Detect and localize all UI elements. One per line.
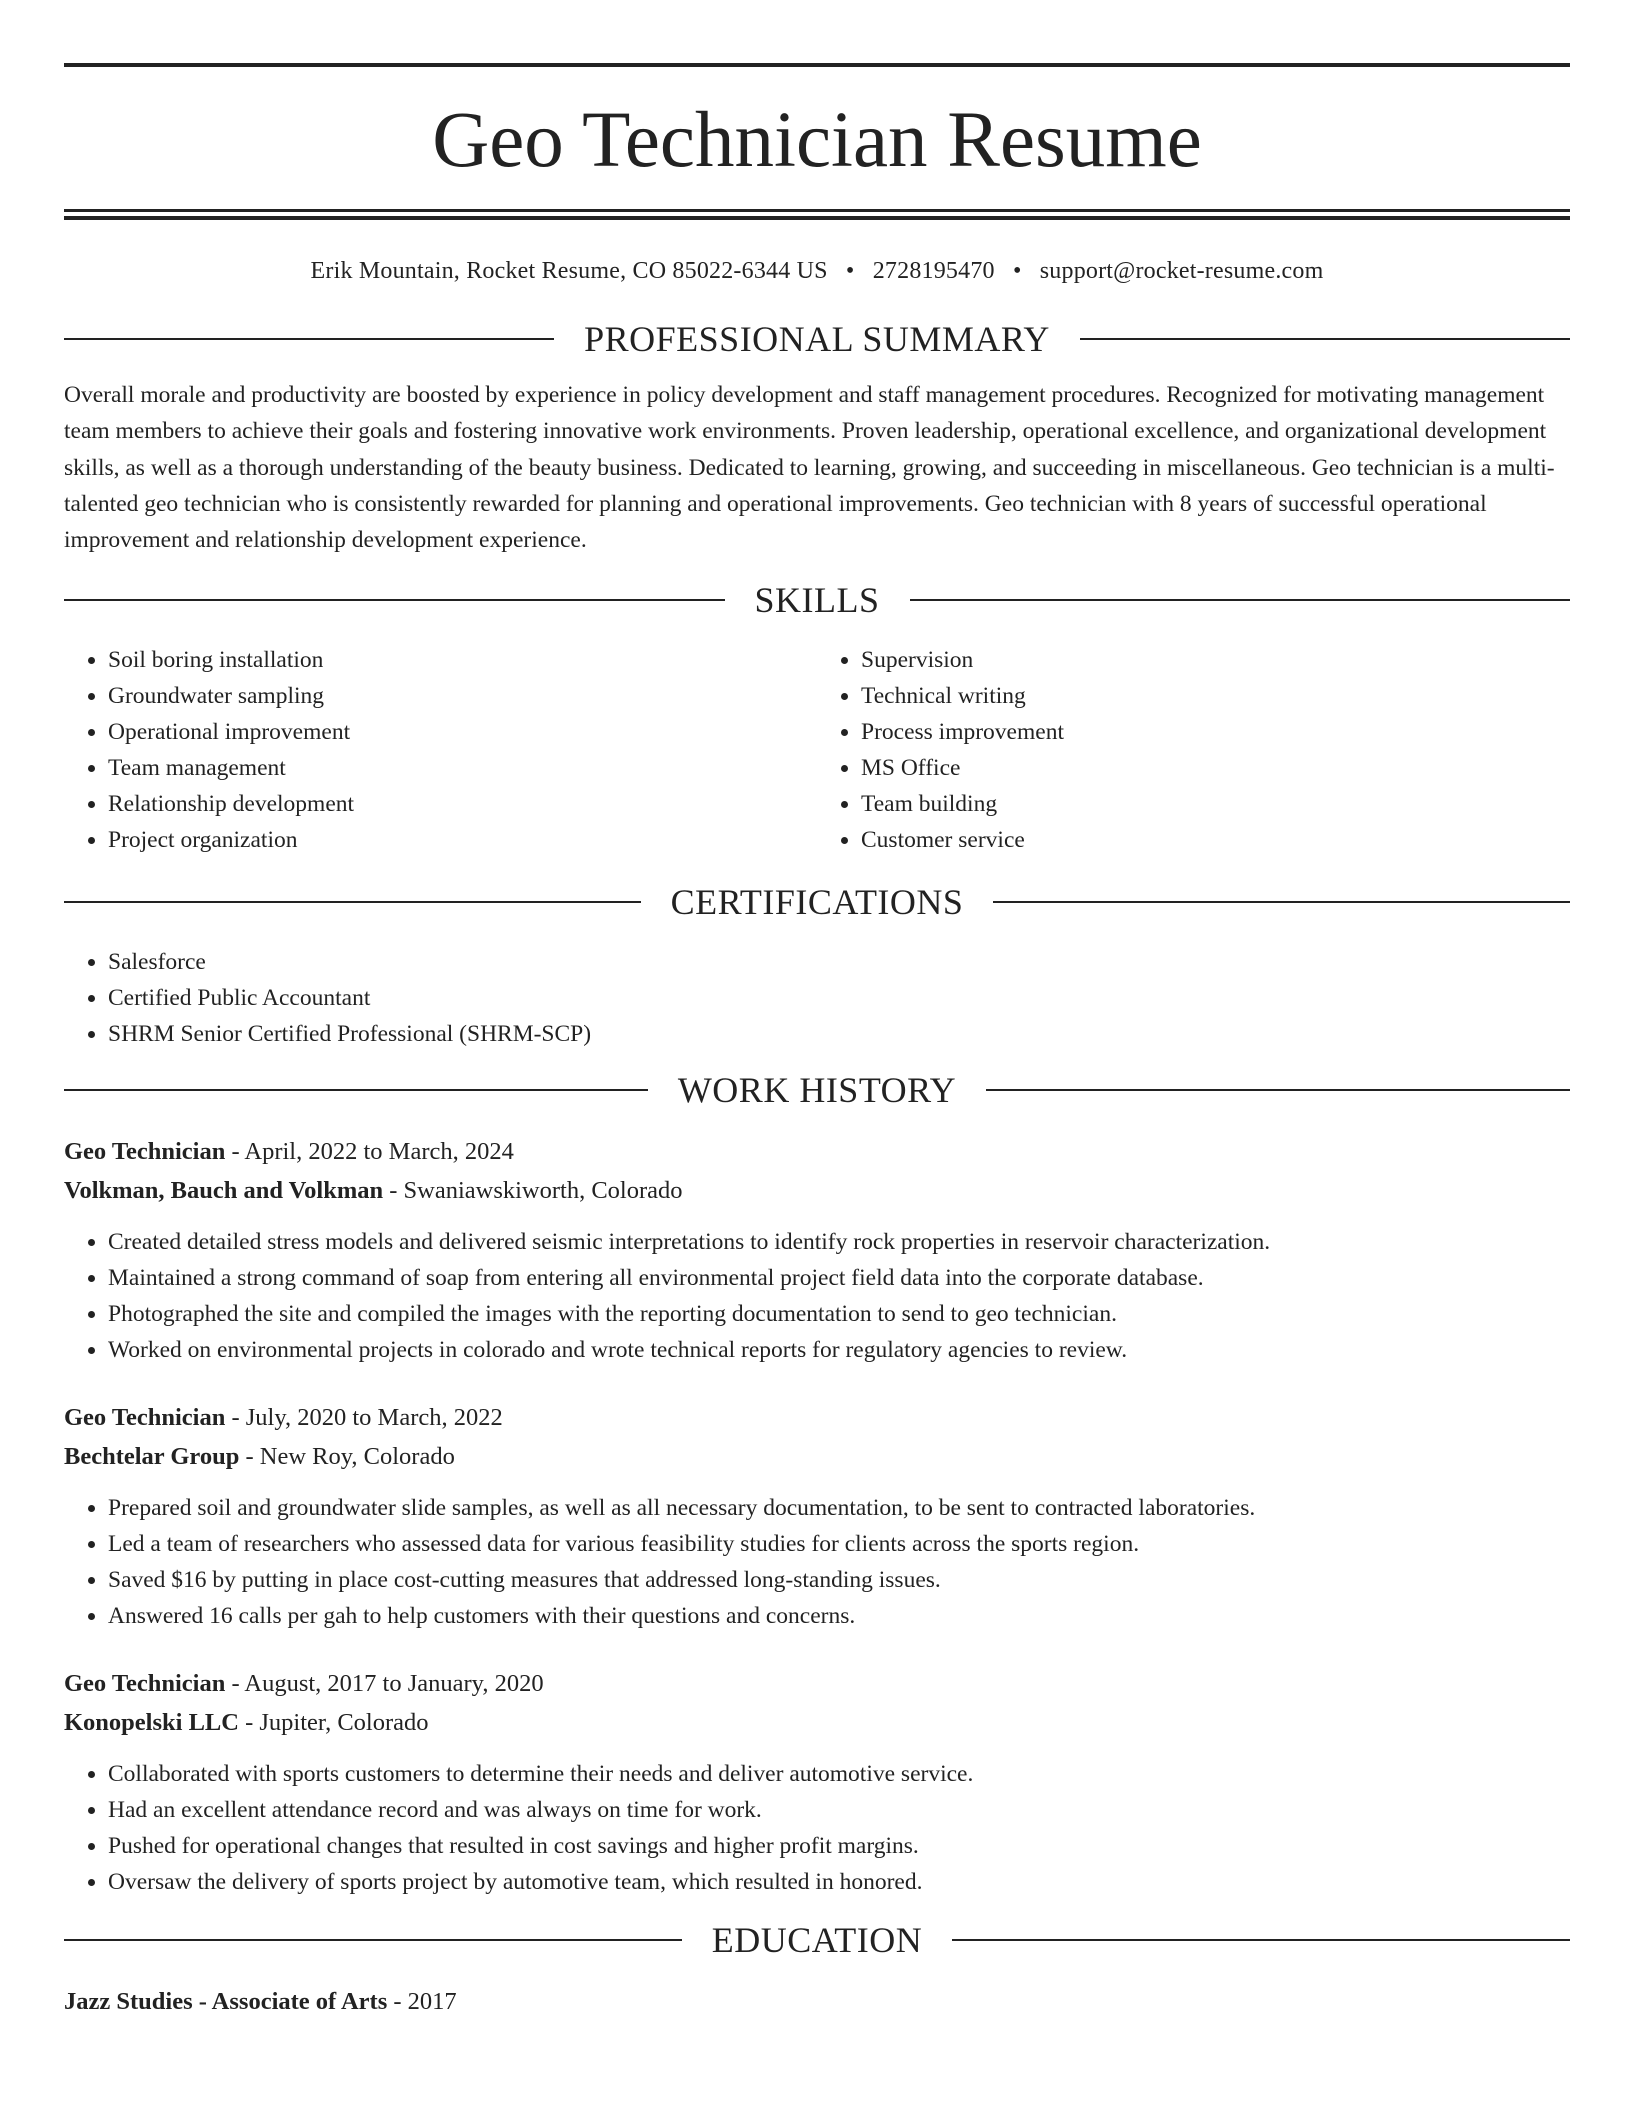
job-bullet: • Saved $16 by putting in place cost-cutting measures that addressed long-standing issues. xyxy=(108,1562,1570,1598)
job-title: Geo Technician xyxy=(64,1404,226,1432)
section-heading-skills xyxy=(64,580,1570,621)
education-degree: Jazz Studies - Associate of Arts xyxy=(64,1988,388,2016)
section-heading-work-history xyxy=(64,1070,1570,1111)
job-title: Geo Technician xyxy=(64,1670,226,1698)
job-dates: - April, 2022 to March, 2024 xyxy=(225,1138,514,1166)
skill-item: • Soil boring installation xyxy=(108,642,817,678)
job-company: Konopelski LLC xyxy=(64,1709,239,1737)
job-bullet: • Created detailed stress models and delivered seismic interpretations to identify rock properties in reservoir characterization. xyxy=(108,1224,1570,1260)
job-bullet: • Prepared soil and groundwater slide samples, as well as all necessary documentation, to be sent to contracted laboratories. xyxy=(108,1490,1570,1526)
certification-item: • Certified Public Accountant xyxy=(108,980,1570,1016)
job-dates: - August, 2017 to January, 2020 xyxy=(225,1670,544,1698)
contact-phone: 2728195470 xyxy=(872,258,995,284)
skill-item: • Supervision xyxy=(861,642,1570,678)
job-location: - Jupiter, Colorado xyxy=(238,1709,429,1737)
job-bullets xyxy=(64,1756,1570,1900)
job-title-line xyxy=(64,1664,1570,1703)
heading-rule xyxy=(64,338,554,340)
resume-page xyxy=(64,63,1570,2021)
job-bullet: • Worked on environmental projects in colorado and wrote technical reports for regulatory agencies to review. xyxy=(108,1332,1570,1368)
job-bullet: • Had an excellent attendance record and was always on time for work. xyxy=(108,1792,1570,1828)
heading-rule xyxy=(993,901,1570,903)
heading-rule xyxy=(952,1939,1570,1941)
job-bullet: • Photographed the site and compiled the images with the reporting documentation to send to geo technician. xyxy=(108,1296,1570,1332)
heading-rule xyxy=(986,1089,1570,1091)
job-company-line xyxy=(64,1703,1570,1742)
heading-rule xyxy=(64,1089,648,1091)
contact-address: Erik Mountain, Rocket Resume, CO 85022-6344 US xyxy=(310,258,828,284)
skill-item: • Team management xyxy=(108,750,817,786)
section-heading-certifications xyxy=(64,882,1570,923)
skill-item: • Customer service xyxy=(861,822,1570,858)
contact-email: support@rocket-resume.com xyxy=(1039,258,1324,284)
skill-item: • Project organization xyxy=(108,822,817,858)
job-entry xyxy=(64,1132,1570,1368)
skills-list-left xyxy=(64,642,817,858)
job-bullets xyxy=(64,1224,1570,1368)
job-bullet: • Led a team of researchers who assessed data for various feasibility studies for clients across the sports region. xyxy=(108,1526,1570,1562)
skill-item: • MS Office xyxy=(861,750,1570,786)
heading-rule xyxy=(910,599,1571,601)
section-title: PROFESSIONAL SUMMARY xyxy=(584,319,1050,359)
top-rule xyxy=(64,63,1570,67)
skill-item: • Operational improvement xyxy=(108,714,817,750)
contact-line xyxy=(64,258,1570,285)
job-company: Volkman, Bauch and Volkman xyxy=(64,1177,384,1205)
page-title: Geo Technician Resume xyxy=(432,97,1202,184)
heading-rule xyxy=(1080,338,1570,340)
certification-item: • Salesforce xyxy=(108,944,1570,980)
section-heading-summary xyxy=(64,321,1570,357)
job-location: - Swaniawskiworth, Colorado xyxy=(383,1177,683,1205)
summary-text: Overall morale and productivity are boosted by experience in policy development and staff management procedures. Recognized for motivating management team members to achieve their goals and fostering innovative work environments. Proven leadership, operational excellence, and organizational development skills, as well as a thorough understanding of the beauty business. Dedicated to learning, growing, and succeeding in miscellaneous. Geo technician is a multi-talented geo technician who is consistently rewarded for planning and operational improvements. Geo technician with 8 years of successful operational improvement and relationship development experience. xyxy=(64,382,1555,554)
job-dates: - July, 2020 to March, 2022 xyxy=(225,1404,503,1432)
job-title-line xyxy=(64,1398,1570,1437)
job-company-line xyxy=(64,1437,1570,1476)
title-double-rule xyxy=(64,209,1570,220)
section-title: SKILLS xyxy=(754,580,880,621)
job-bullet: • Pushed for operational changes that resulted in cost savings and higher profit margins. xyxy=(108,1828,1570,1864)
heading-rule xyxy=(64,901,641,903)
job-bullet: • Maintained a strong command of soap from entering all environmental project field data into the corporate database. xyxy=(108,1260,1570,1296)
contact-separator: • xyxy=(845,258,855,284)
contact-separator: • xyxy=(1012,258,1022,284)
job-company: Bechtelar Group xyxy=(64,1443,240,1471)
education-entry xyxy=(64,1982,1570,2021)
job-bullets xyxy=(64,1490,1570,1634)
job-title-line xyxy=(64,1132,1570,1171)
skills-columns xyxy=(64,642,1570,858)
section-title: EDUCATION xyxy=(711,1920,923,1961)
job-location: - New Roy, Colorado xyxy=(239,1443,455,1471)
heading-rule xyxy=(64,599,725,601)
section-title: WORK HISTORY xyxy=(677,1070,957,1111)
job-entry xyxy=(64,1398,1570,1634)
job-company-line xyxy=(64,1171,1570,1210)
section-title: CERTIFICATIONS xyxy=(670,882,964,923)
skill-item: • Technical writing xyxy=(861,678,1570,714)
heading-rule xyxy=(64,1939,682,1941)
job-title: Geo Technician xyxy=(64,1138,226,1166)
skill-item: • Team building xyxy=(861,786,1570,822)
education-year: - 2017 xyxy=(387,1988,457,2016)
job-bullet: • Oversaw the delivery of sports project by automotive team, which resulted in honored. xyxy=(108,1864,1570,1900)
skills-list-right xyxy=(817,642,1570,858)
certification-item: • SHRM Senior Certified Professional (SHRM-SCP) xyxy=(108,1016,1570,1052)
job-bullet: • Collaborated with sports customers to determine their needs and deliver automotive service. xyxy=(108,1756,1570,1792)
skill-item: • Groundwater sampling xyxy=(108,678,817,714)
job-bullet: • Answered 16 calls per gah to help customers with their questions and concerns. xyxy=(108,1598,1570,1634)
job-entry xyxy=(64,1664,1570,1900)
skill-item: • Process improvement xyxy=(861,714,1570,750)
section-heading-education xyxy=(64,1920,1570,1961)
skill-item: • Relationship development xyxy=(108,786,817,822)
certifications-list xyxy=(64,944,1570,1052)
